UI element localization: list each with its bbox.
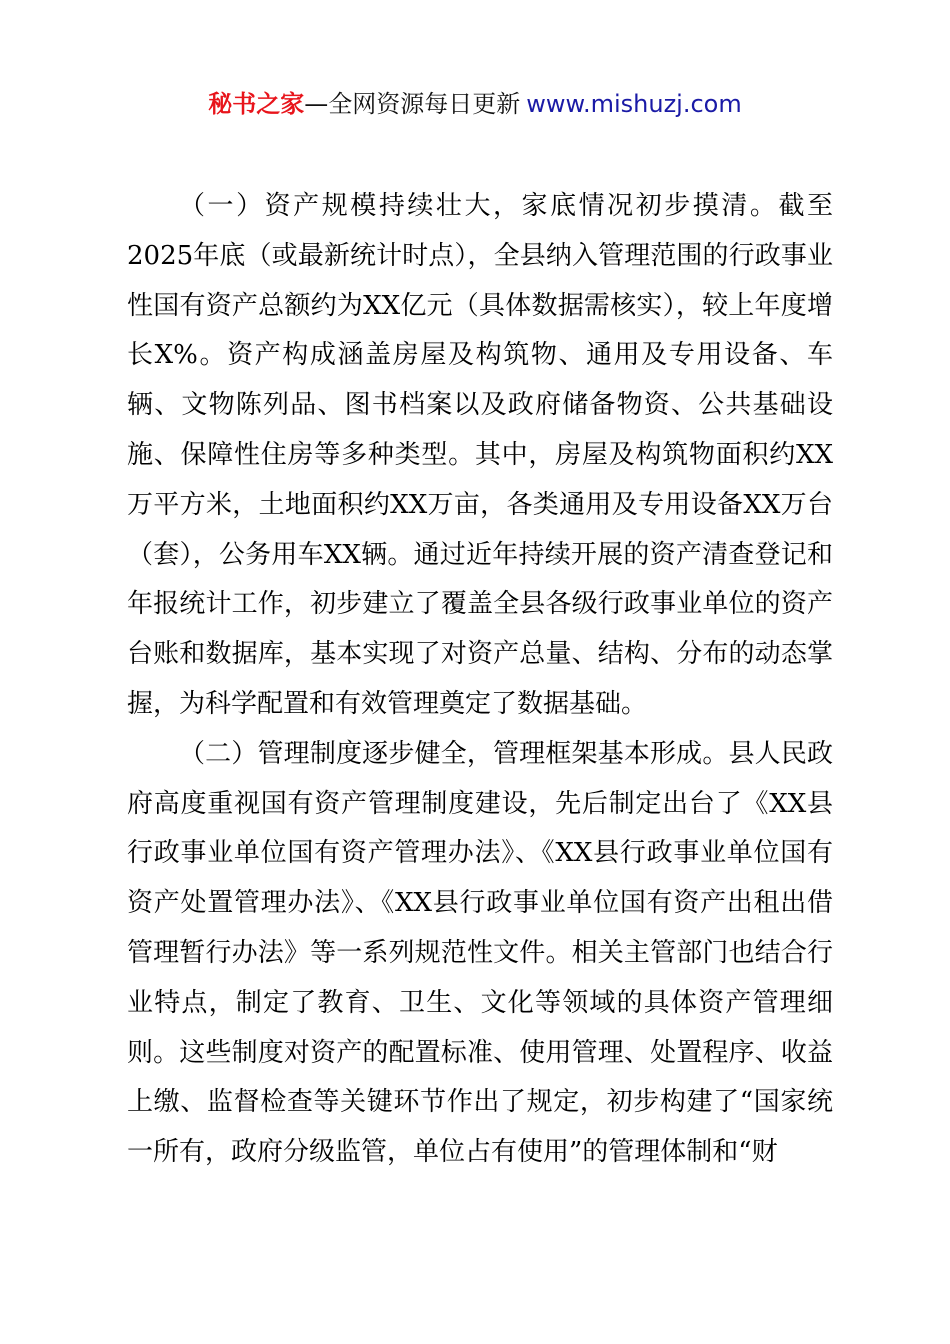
header-tagline: —全网资源每日更新 (304, 90, 521, 118)
paragraph-management-system: （二）管理制度逐步健全，管理框架基本形成。县人民政府高度重视国有资产管理制度建设，先后制定出台了《XX县行政事业单位国有资产管理办法》、《XX县行政事业单位国有资产处置管理办法》、《XX县行政事业单位国有资产出租出借管理暂行办法》等一系列规范性文件。相关主管部门也结合行业特点，制定了教育、卫生、文化等领域的具体资产管理细则。这些制度对资产的配置标准、使用管理、处置程序、收益上缴、监督检查等关键环节作出了规定，初步构建了“国家统一所有，政府分级监管，单位占有使用”的管理体制和“财 (127, 738, 833, 1168)
brand-name: 秘书之家 (208, 90, 305, 118)
page-header (0, 86, 950, 122)
site-url-link[interactable]: www.mishuzj.com (526, 90, 742, 118)
paragraph-asset-scale: （一）资产规模持续壮大，家底情况初步摸清。截至2025年底（或最新统计时点），全县纳入管理范围的行政事业性国有资产总额约为XX亿元（具体数据需核实），较上年度增长X%。资产构成涵盖房屋及构筑物、通用及专用设备、车辆、文物陈列品、图书档案以及政府储备物资、公共基础设施、保障性住房等多种类型。其中，房屋及构筑物面积约XX万平方米，土地面积约XX万亩，各类通用及专用设备XX万台（套），公务用车XX辆。通过近年持续开展的资产清查登记和年报统计工作，初步建立了覆盖全县各级行政事业单位的资产台账和数据库，基本实现了对资产总量、结构、分布的动态掌握，为科学配置和有效管理奠定了数据基础。 (127, 191, 833, 719)
document-body (127, 182, 833, 1178)
